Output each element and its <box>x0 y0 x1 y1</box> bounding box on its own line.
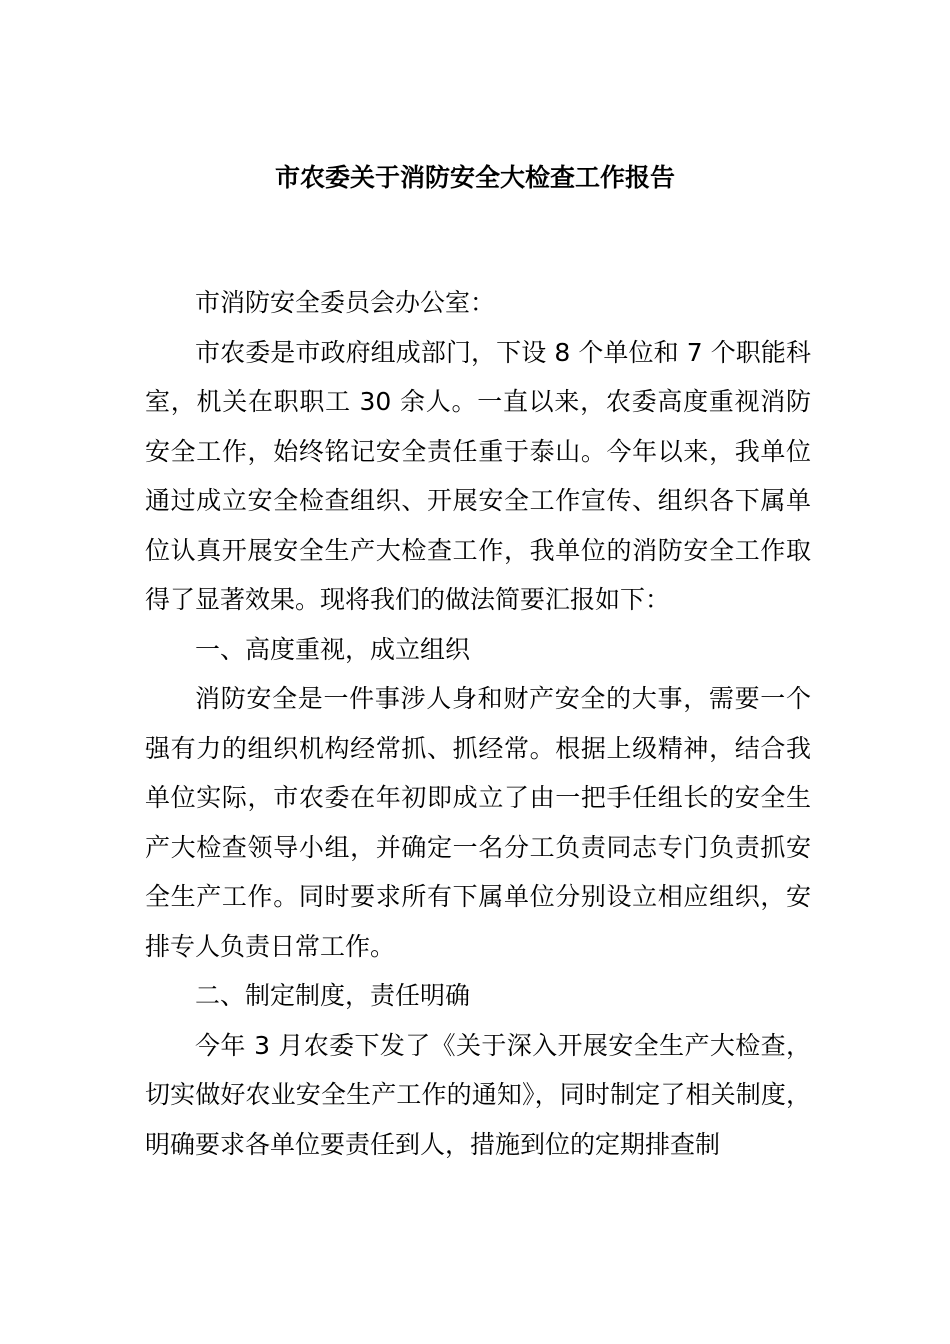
intro-paragraph: 市农委是市政府组成部门，下设 8 个单位和 7 个职能科室，机关在职职工 30 余人。一直以来，农委高度重视消防安全工作，始终铭记安全责任重于泰山。今年以来，我单位通过成立安全检查组织、开展安全工作宣传、组织各下属单位认真开展安全生产大检查工作，我单位的消防安全工作取得了显著效果。现将我们的做法简要汇报如下： <box>145 337 811 614</box>
section-1-paragraph: 消防安全是一件事涉人身和财产安全的大事，需要一个强有力的组织机构经常抓、抓经常。根据上级精神，结合我单位实际，市农委在年初即成立了由一把手任组长的安全生产大检查领导小组，并确定一名分工负责同志专门负责抓安全生产工作。同时要求所有下属单位分别设立相应组织，安排专人负责日常工作。 <box>145 684 811 961</box>
section-heading-1: 一、高度重视，成立组织 <box>195 634 471 664</box>
document-body <box>145 278 811 1169</box>
section-heading-2: 二、制定制度，责任明确 <box>195 981 471 1010</box>
salutation-paragraph: 市消防安全委员会办公室： <box>195 288 496 317</box>
section-2-paragraph: 今年 3 月农委下发了《关于深入开展安全生产大检查，切实做好农业安全生产工作的通知》，同时制定了相关制度，明确要求各单位要责任到人，措施到位的定期排查制 <box>145 1030 811 1159</box>
document-title: 市农委关于消防安全大检查工作报告 <box>274 163 675 192</box>
